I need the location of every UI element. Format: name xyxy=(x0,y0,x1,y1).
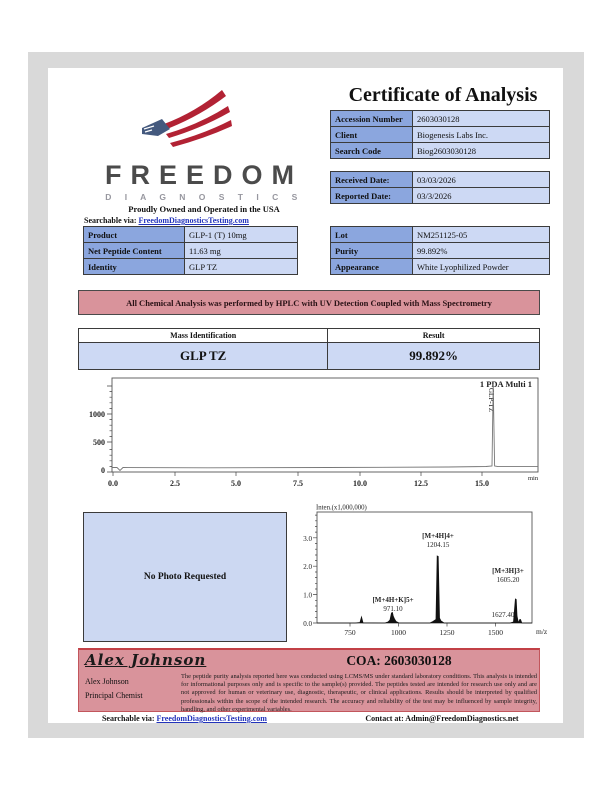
logo-eagle-head xyxy=(142,119,170,136)
peak-mz-label: 1204.15 xyxy=(426,541,450,549)
footer-searchable xyxy=(48,714,321,723)
x-axis-ticks xyxy=(350,623,496,627)
x-tick-label: 7.5 xyxy=(293,479,303,488)
x-tick-label: 12.5 xyxy=(414,479,428,488)
mass-spectrum xyxy=(300,503,562,643)
peak-charge-label: [M+4H+K]5+ xyxy=(372,596,414,604)
table-row xyxy=(331,111,550,127)
lot-value: NM251125-05 xyxy=(413,227,550,243)
received-date-value: 03/03/2026 xyxy=(413,172,550,188)
detector-label: 1 PDA Multi 1 xyxy=(479,379,532,389)
document-title: Certificate of Analysis xyxy=(348,84,538,106)
page-frame xyxy=(28,52,584,738)
intensity-axis-label: Inten.(x1,000,000) xyxy=(316,504,367,512)
footer-searchable-link[interactable]: FreedomDiagnosticsTesting.com xyxy=(156,714,267,723)
product-table xyxy=(83,226,298,275)
y-tick-label: 0.0 xyxy=(303,620,312,628)
search-code-value: Biog2603030128 xyxy=(413,143,550,159)
searchable-prefix: Searchable via: xyxy=(84,216,139,225)
table-row xyxy=(79,329,540,343)
mass-identification-table xyxy=(78,328,540,370)
y-tick-label: 0 xyxy=(101,466,105,475)
coa-number: COA: 2603030128 xyxy=(346,653,452,668)
lot-label: Lot xyxy=(331,227,413,243)
product-value: GLP-1 (T) 10mg xyxy=(185,227,298,243)
x-axis-ticks xyxy=(113,472,482,476)
brand-tagline: Proudly Owned and Operated in the USA xyxy=(128,204,280,214)
table-row xyxy=(331,172,550,188)
dates-table xyxy=(330,171,550,204)
table-row xyxy=(84,259,298,275)
table-row xyxy=(84,243,298,259)
x-axis-unit-label: m/z xyxy=(536,627,548,636)
accession-number-value: 2603030128 xyxy=(413,111,550,127)
table-row xyxy=(331,259,550,275)
peak-mz-label: 971.10 xyxy=(383,605,403,613)
y-tick-label: 1.0 xyxy=(303,591,312,600)
y-axis-ticks xyxy=(107,386,112,472)
x-axis-unit-label: min xyxy=(528,475,539,482)
searchable-line-top xyxy=(84,216,249,225)
table-row xyxy=(331,143,550,159)
net-peptide-label: Net Peptide Content xyxy=(84,243,185,259)
table-row xyxy=(331,227,550,243)
appearance-value: White Lyophilized Powder xyxy=(413,259,550,275)
y-axis-ticks xyxy=(313,515,317,623)
x-tick-label: 2.5 xyxy=(170,479,180,488)
logo-stripe xyxy=(164,90,226,129)
received-date-label: Received Date: xyxy=(331,172,413,188)
mass-id-header: Mass Identification xyxy=(79,329,328,343)
purity-value: 99.892% xyxy=(413,243,550,259)
y-tick-label: 1000 xyxy=(89,410,105,419)
x-tick-label: 0.0 xyxy=(108,479,118,488)
x-tick-label: 1000 xyxy=(391,628,406,637)
table-row xyxy=(84,227,298,243)
identity-value: GLP TZ xyxy=(185,259,298,275)
lot-table xyxy=(330,226,550,275)
footer-searchable-prefix: Searchable via: xyxy=(101,714,157,723)
footer-contact: Contact at: Admin@FreedomDiagnostics.net xyxy=(365,714,519,723)
result-value: 99.892% xyxy=(328,343,540,370)
y-tick-label: 500 xyxy=(93,438,105,447)
chemist-role: Principal Chemist xyxy=(85,691,143,700)
photo-placeholder-box: No Photo Requested xyxy=(83,512,287,642)
x-tick-label: 5.0 xyxy=(231,479,241,488)
accession-number-label: Accession Number xyxy=(331,111,413,127)
identity-label: Identity xyxy=(84,259,185,275)
search-code-label: Search Code xyxy=(331,143,413,159)
signature-block xyxy=(78,648,540,712)
reported-date-label: Reported Date: xyxy=(331,188,413,204)
peak-charge-label: [M+4H]4+ xyxy=(422,532,454,540)
accession-table xyxy=(330,110,550,159)
product-label: Product xyxy=(84,227,185,243)
signature-script: Alex Johnson xyxy=(85,651,207,669)
brand-subtitle: D I A G N O S T I C S xyxy=(105,192,303,202)
x-tick-label: 1500 xyxy=(488,628,503,637)
mass-id-value: GLP TZ xyxy=(79,343,328,370)
peak-charge-label: [M+3H]3+ xyxy=(492,567,524,575)
certificate-page xyxy=(48,68,563,723)
peak-annotation: GLP-TZ xyxy=(487,388,495,413)
appearance-label: Appearance xyxy=(331,259,413,275)
page-footer xyxy=(48,714,563,723)
analysis-method-banner: All Chemical Analysis was performed by HPLC with UV Detection Coupled with Mass Spectrometry xyxy=(78,290,540,315)
table-row xyxy=(79,343,540,370)
hplc-chromatogram xyxy=(88,376,548,494)
reported-date-value: 03/3/2026 xyxy=(413,188,550,204)
client-value: Biogenesis Labs Inc. xyxy=(413,127,550,143)
result-header: Result xyxy=(328,329,540,343)
eagle-flag-icon xyxy=(134,86,258,158)
net-peptide-value: 11.63 mg xyxy=(185,243,298,259)
brand-name: FREEDOM xyxy=(105,160,303,190)
table-row xyxy=(331,243,550,259)
purity-label: Purity xyxy=(331,243,413,259)
disclaimer-text: The peptide purity analysis reported here was conducted using LCMS/MS under standard laboratory conditions. This analysis is intended for informational purposes only and is specific to the sample(s) provided. The peptides tested are intended for research use only and are not approved for human or veterinary use, diagnostic, therapeutic, or clinical applications. Results should be interpreted by qualified professionals within the scope of the intended research. The accuracy and reliability of the test may be influenced by sample integrity, handling, and other experimental variables. xyxy=(181,673,537,713)
x-tick-label: 10.0 xyxy=(353,479,367,488)
client-label: Client xyxy=(331,127,413,143)
y-tick-label: 2.0 xyxy=(303,563,312,571)
peak-mz-label: 1627.40 xyxy=(491,611,515,619)
plot-frame xyxy=(112,378,538,472)
searchable-link-top[interactable]: FreedomDiagnosticsTesting.com xyxy=(138,216,249,225)
chemist-name: Alex Johnson xyxy=(85,677,129,686)
x-tick-label: 1250 xyxy=(439,628,455,637)
peak-mz-label: 1605.20 xyxy=(496,576,520,584)
table-row xyxy=(331,127,550,143)
y-tick-label: 3.0 xyxy=(303,535,312,543)
x-tick-label: 15.0 xyxy=(475,479,489,488)
x-tick-label: 750 xyxy=(344,628,356,637)
table-row xyxy=(331,188,550,204)
